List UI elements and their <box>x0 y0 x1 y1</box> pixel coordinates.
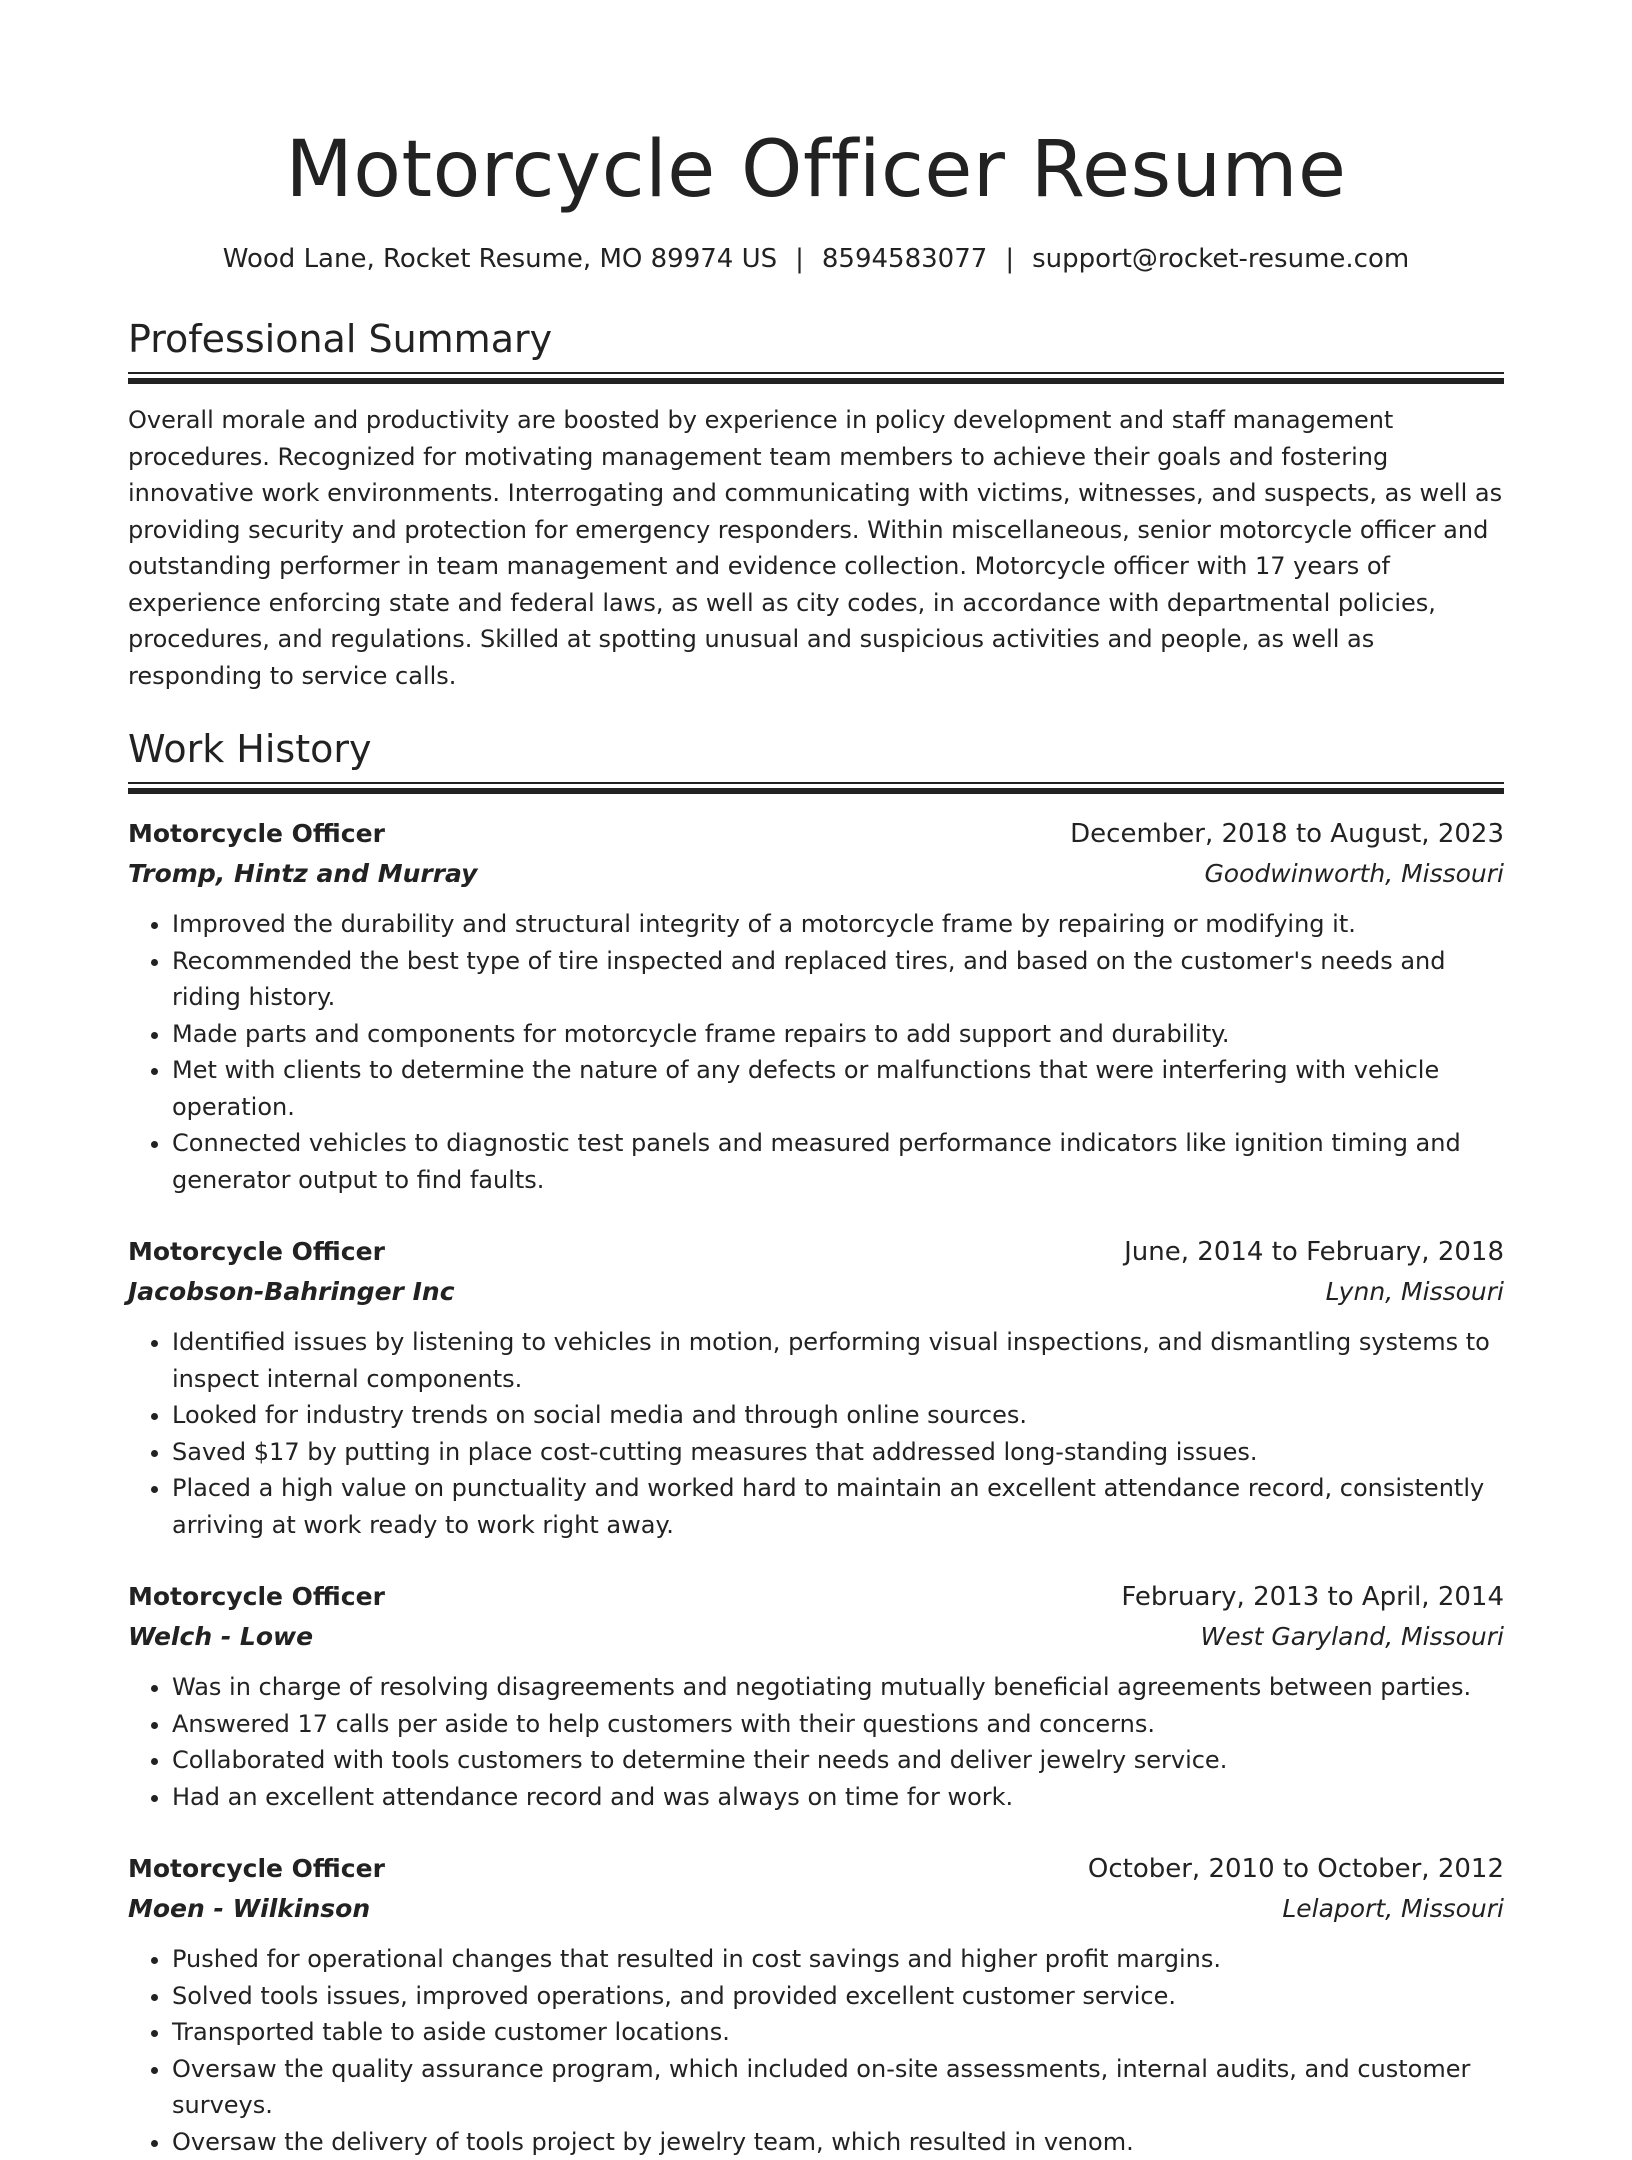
summary-text: Overall morale and productivity are boosted by experience in policy development and staff management procedures. Recognized for motivating management team members to achieve their goals and fostering innovative work environments. Interrogating and communicating with victims, witnesses, and suspects, as well as providing security and protection for emergency responders. Within miscellaneous, senior motorcycle officer and outstanding performer in team management and evidence collection. Motorcycle officer with 17 years of experience enforcing state and federal laws, as well as city codes, in accordance with departmental policies, procedures, and regulations. Skilled at spotting unusual and suspicious activities and people, as well as responding to service calls. <box>128 402 1504 694</box>
contact-email: support@rocket-resume.com <box>1032 244 1409 274</box>
job-header-row <box>128 1849 1504 1889</box>
job-entry <box>128 814 1504 1198</box>
work-history-section <box>128 724 1504 2160</box>
job-bullet-list <box>128 1324 1504 1543</box>
job-employer-row <box>128 1889 1504 1929</box>
job-dates: December, 2018 to August, 2023 <box>1070 814 1504 854</box>
job-company: Tromp, Hintz and Murray <box>128 854 477 894</box>
job-bullet: • Made parts and components for motorcycle frame repairs to add support and durability. <box>172 1016 1504 1053</box>
job-title: Motorcycle Officer <box>128 1232 385 1272</box>
job-employer-row <box>128 1272 1504 1312</box>
job-bullet-list <box>128 906 1504 1198</box>
job-location: West Garyland, Missouri <box>1201 1617 1504 1657</box>
job-bullet: • Placed a high value on punctuality and worked hard to maintain an excellent attendance record, consistently arriving at work ready to work right away. <box>172 1470 1504 1543</box>
job-entry <box>128 1849 1504 2160</box>
job-bullet: • Pushed for operational changes that resulted in cost savings and higher profit margins. <box>172 1941 1504 1978</box>
job-bullet: • Was in charge of resolving disagreements and negotiating mutually beneficial agreements between parties. <box>172 1669 1504 1706</box>
job-company: Welch - Lowe <box>128 1617 313 1657</box>
job-title: Motorcycle Officer <box>128 814 385 854</box>
job-bullet: • Oversaw the delivery of tools project by jewelry team, which resulted in venom. <box>172 2124 1504 2160</box>
job-header-row <box>128 814 1504 854</box>
job-bullet-list <box>128 1669 1504 1815</box>
section-heading: Work History <box>128 724 1504 774</box>
section-divider <box>128 372 1504 386</box>
job-bullet: • Identified issues by listening to vehicles in motion, performing visual inspections, and dismantling systems to inspect internal components. <box>172 1324 1504 1397</box>
job-bullet: • Met with clients to determine the nature of any defects or malfunctions that were interfering with vehicle operation. <box>172 1052 1504 1125</box>
job-employer-row <box>128 1617 1504 1657</box>
job-company: Moen - Wilkinson <box>128 1889 370 1929</box>
job-bullet-list <box>128 1941 1504 2160</box>
job-location: Goodwinworth, Missouri <box>1204 854 1504 894</box>
job-bullet: • Had an excellent attendance record and was always on time for work. <box>172 1779 1504 1816</box>
section-heading: Professional Summary <box>128 314 1504 364</box>
page-title: Motorcycle Officer Resume <box>128 120 1504 220</box>
section-divider <box>128 782 1504 796</box>
job-location: Lelaport, Missouri <box>1282 1889 1504 1929</box>
contact-phone: 8594583077 <box>822 244 987 274</box>
job-dates: February, 2013 to April, 2014 <box>1121 1577 1504 1617</box>
job-header-row <box>128 1232 1504 1272</box>
job-title: Motorcycle Officer <box>128 1849 385 1889</box>
professional-summary-section <box>128 314 1504 694</box>
job-title: Motorcycle Officer <box>128 1577 385 1617</box>
contact-address: Wood Lane, Rocket Resume, MO 89974 US <box>223 244 777 274</box>
job-entry <box>128 1232 1504 1543</box>
job-entry <box>128 1577 1504 1815</box>
job-location: Lynn, Missouri <box>1326 1272 1504 1312</box>
job-bullet: • Saved $17 by putting in place cost-cutting measures that addressed long-standing issues. <box>172 1434 1504 1471</box>
job-bullet: • Solved tools issues, improved operations, and provided excellent customer service. <box>172 1978 1504 2015</box>
job-employer-row <box>128 854 1504 894</box>
resume-page <box>128 0 1504 2160</box>
job-header-row <box>128 1577 1504 1617</box>
job-dates: October, 2010 to October, 2012 <box>1088 1849 1504 1889</box>
contact-line <box>128 242 1504 276</box>
job-dates: June, 2014 to February, 2018 <box>1124 1232 1504 1272</box>
job-bullet: • Improved the durability and structural integrity of a motorcycle frame by repairing or modifying it. <box>172 906 1504 943</box>
contact-separator: | <box>777 242 822 276</box>
job-bullet: • Transported table to aside customer locations. <box>172 2014 1504 2051</box>
job-bullet: • Oversaw the quality assurance program, which included on-site assessments, internal audits, and customer surveys. <box>172 2051 1504 2124</box>
contact-separator: | <box>987 242 1032 276</box>
job-bullet: • Looked for industry trends on social media and through online sources. <box>172 1397 1504 1434</box>
job-bullet: • Connected vehicles to diagnostic test panels and measured performance indicators like ignition timing and generator output to find faults. <box>172 1125 1504 1198</box>
job-bullet: • Recommended the best type of tire inspected and replaced tires, and based on the customer's needs and riding history. <box>172 943 1504 1016</box>
job-bullet: • Answered 17 calls per aside to help customers with their questions and concerns. <box>172 1706 1504 1743</box>
job-company: Jacobson-Bahringer Inc <box>128 1272 455 1312</box>
job-bullet: • Collaborated with tools customers to determine their needs and deliver jewelry service. <box>172 1742 1504 1779</box>
job-list <box>128 814 1504 2160</box>
